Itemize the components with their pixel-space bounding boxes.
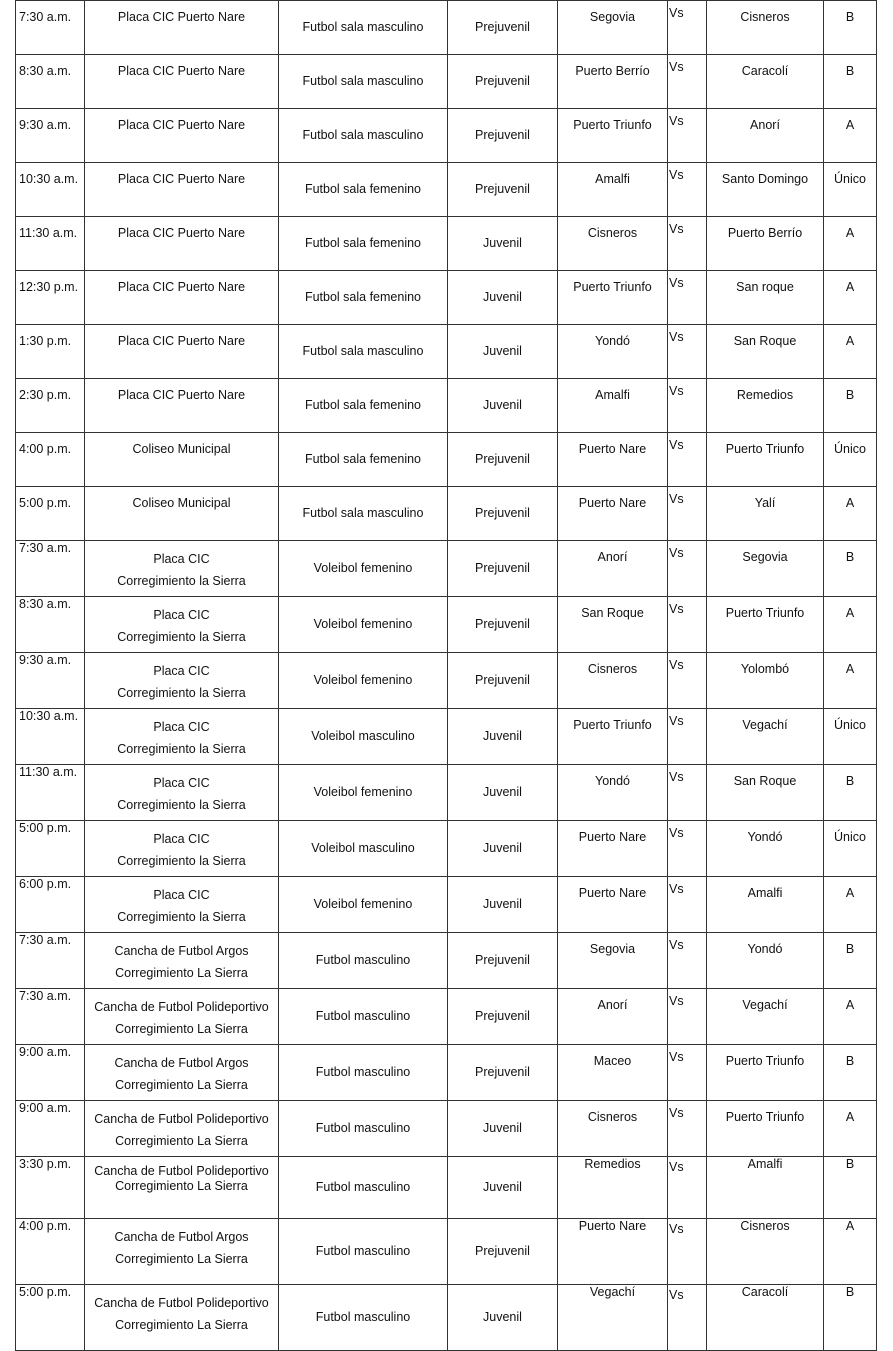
- group-cell: B: [824, 55, 877, 109]
- home-team-cell: Puerto Nare: [558, 433, 668, 487]
- group-cell: A: [824, 989, 877, 1045]
- place-line: Coliseo Municipal: [132, 496, 231, 510]
- group-cell: A: [824, 597, 877, 653]
- table-row: [16, 1, 877, 55]
- home-team-cell: Puerto Berrío: [558, 55, 668, 109]
- vs-cell: Vs: [668, 653, 707, 709]
- time-cell: 4:00 p.m.: [16, 1219, 85, 1285]
- category-cell: Prejuvenil: [448, 433, 558, 487]
- vs-cell: Vs: [668, 1285, 707, 1351]
- home-team-cell: Puerto Nare: [558, 877, 668, 933]
- place-line: Cancha de Futbol Polideportivo: [94, 1000, 269, 1014]
- table-row: [16, 821, 877, 877]
- vs-cell: Vs: [668, 541, 707, 597]
- vs-cell: Vs: [668, 1101, 707, 1157]
- vs-cell: Vs: [668, 1219, 707, 1285]
- away-team-cell: Vegachí: [707, 989, 824, 1045]
- group-cell: A: [824, 653, 877, 709]
- home-team-cell: Anorí: [558, 989, 668, 1045]
- table-row: [16, 217, 877, 271]
- category-cell: Juvenil: [448, 877, 558, 933]
- category-cell: Juvenil: [448, 217, 558, 271]
- place-line: Placa CIC Puerto Nare: [117, 388, 246, 402]
- place-line: Cancha de Futbol Polideportivo: [94, 1296, 269, 1310]
- sport-cell: Futbol sala femenino: [279, 433, 448, 487]
- away-team-cell: Anorí: [707, 109, 824, 163]
- place-cell: [85, 1285, 279, 1351]
- vs-cell: Vs: [668, 709, 707, 765]
- table-row: [16, 325, 877, 379]
- place-cell: [85, 933, 279, 989]
- vs-cell: Vs: [668, 271, 707, 325]
- away-team-cell: Puerto Triunfo: [707, 1101, 824, 1157]
- group-cell: B: [824, 1285, 877, 1351]
- sport-cell: Futbol masculino: [279, 933, 448, 989]
- place-line: Placa CIC Puerto Nare: [117, 64, 246, 78]
- time-cell: 5:00 p.m.: [16, 487, 85, 541]
- place-cell: [85, 163, 279, 217]
- group-cell: Único: [824, 821, 877, 877]
- sport-cell: Futbol masculino: [279, 1101, 448, 1157]
- group-cell: B: [824, 765, 877, 821]
- away-team-cell: San Roque: [707, 325, 824, 379]
- table-row: [16, 709, 877, 765]
- place-cell: [85, 989, 279, 1045]
- home-team-cell: Puerto Nare: [558, 1219, 668, 1285]
- group-cell: A: [824, 217, 877, 271]
- away-team-cell: Yondó: [707, 821, 824, 877]
- group-cell: Único: [824, 433, 877, 487]
- sport-cell: Voleibol femenino: [279, 877, 448, 933]
- place-cell: [85, 487, 279, 541]
- category-cell: Juvenil: [448, 325, 558, 379]
- category-cell: Prejuvenil: [448, 541, 558, 597]
- place-line: Cancha de Futbol Argos: [114, 1230, 249, 1244]
- table-row: [16, 55, 877, 109]
- vs-cell: Vs: [668, 989, 707, 1045]
- sport-cell: Futbol masculino: [279, 1045, 448, 1101]
- sport-cell: Voleibol femenino: [279, 541, 448, 597]
- place-line: Placa CIC Puerto Nare: [117, 10, 246, 24]
- place-line: Corregimiento la Sierra: [117, 630, 246, 644]
- category-cell: Prejuvenil: [448, 163, 558, 217]
- away-team-cell: Yalí: [707, 487, 824, 541]
- sport-cell: Futbol sala femenino: [279, 271, 448, 325]
- table-row: [16, 1219, 877, 1285]
- time-cell: 9:30 a.m.: [16, 109, 85, 163]
- group-cell: A: [824, 109, 877, 163]
- place-line: Corregimiento La Sierra: [115, 1134, 248, 1148]
- place-line: Placa CIC: [153, 664, 210, 678]
- sport-cell: Futbol sala masculino: [279, 109, 448, 163]
- time-cell: 6:00 p.m.: [16, 877, 85, 933]
- group-cell: B: [824, 1045, 877, 1101]
- place-line: Cancha de Futbol Polideportivo: [94, 1112, 269, 1126]
- category-cell: Prejuvenil: [448, 1, 558, 55]
- vs-cell: Vs: [668, 325, 707, 379]
- place-cell: [85, 55, 279, 109]
- place-cell: [85, 433, 279, 487]
- vs-cell: Vs: [668, 597, 707, 653]
- time-cell: 12:30 p.m.: [16, 271, 85, 325]
- table-row: [16, 433, 877, 487]
- sport-cell: Futbol masculino: [279, 1285, 448, 1351]
- group-cell: A: [824, 271, 877, 325]
- vs-cell: Vs: [668, 821, 707, 877]
- category-cell: Juvenil: [448, 379, 558, 433]
- category-cell: Prejuvenil: [448, 487, 558, 541]
- home-team-cell: Vegachí: [558, 1285, 668, 1351]
- schedule-body: [16, 1, 877, 1351]
- place-cell: [85, 1, 279, 55]
- category-cell: Prejuvenil: [448, 109, 558, 163]
- place-line: Corregimiento la Sierra: [117, 910, 246, 924]
- group-cell: B: [824, 379, 877, 433]
- place-cell: [85, 653, 279, 709]
- away-team-cell: San Roque: [707, 765, 824, 821]
- place-line: Placa CIC: [153, 832, 210, 846]
- home-team-cell: Cisneros: [558, 1101, 668, 1157]
- home-team-cell: Segovia: [558, 933, 668, 989]
- time-cell: 10:30 a.m.: [16, 163, 85, 217]
- place-cell: [85, 765, 279, 821]
- place-line: Cancha de Futbol Argos: [114, 1056, 249, 1070]
- category-cell: Prejuvenil: [448, 55, 558, 109]
- category-cell: Juvenil: [448, 709, 558, 765]
- away-team-cell: Santo Domingo: [707, 163, 824, 217]
- vs-cell: Vs: [668, 433, 707, 487]
- place-cell: [85, 379, 279, 433]
- home-team-cell: Anorí: [558, 541, 668, 597]
- category-cell: Prejuvenil: [448, 1219, 558, 1285]
- time-cell: 8:30 a.m.: [16, 55, 85, 109]
- away-team-cell: Vegachí: [707, 709, 824, 765]
- place-cell: [85, 877, 279, 933]
- time-cell: 9:00 a.m.: [16, 1101, 85, 1157]
- table-row: [16, 487, 877, 541]
- sport-cell: Futbol sala masculino: [279, 325, 448, 379]
- place-line: Placa CIC: [153, 888, 210, 902]
- place-line: Corregimiento La Sierra: [115, 1252, 248, 1266]
- place-cell: [85, 217, 279, 271]
- place-line: Placa CIC Puerto Nare: [117, 280, 246, 294]
- group-cell: B: [824, 541, 877, 597]
- place-line: Placa CIC: [153, 720, 210, 734]
- category-cell: Prejuvenil: [448, 597, 558, 653]
- away-team-cell: Segovia: [707, 541, 824, 597]
- group-cell: Único: [824, 163, 877, 217]
- home-team-cell: Puerto Nare: [558, 821, 668, 877]
- away-team-cell: Yondó: [707, 933, 824, 989]
- time-cell: 9:00 a.m.: [16, 1045, 85, 1101]
- place-cell: [85, 1045, 279, 1101]
- place-line: Corregimiento la Sierra: [117, 574, 246, 588]
- vs-cell: Vs: [668, 1045, 707, 1101]
- place-line: Corregimiento la Sierra: [117, 854, 246, 868]
- category-cell: Juvenil: [448, 821, 558, 877]
- group-cell: A: [824, 1219, 877, 1285]
- place-cell: [85, 325, 279, 379]
- time-cell: 7:30 a.m.: [16, 989, 85, 1045]
- sport-cell: Voleibol femenino: [279, 765, 448, 821]
- place-line: Corregimiento la Sierra: [117, 742, 246, 756]
- away-team-cell: Puerto Triunfo: [707, 1045, 824, 1101]
- away-team-cell: Yolombó: [707, 653, 824, 709]
- away-team-cell: Cisneros: [707, 1, 824, 55]
- place-line: Placa CIC: [153, 552, 210, 566]
- home-team-cell: Amalfi: [558, 163, 668, 217]
- table-row: [16, 877, 877, 933]
- time-cell: 11:30 a.m.: [16, 765, 85, 821]
- place-line: Placa CIC Puerto Nare: [117, 226, 246, 240]
- table-row: [16, 1045, 877, 1101]
- vs-cell: Vs: [668, 1157, 707, 1219]
- place-line: Placa CIC Puerto Nare: [117, 118, 246, 132]
- away-team-cell: Cisneros: [707, 1219, 824, 1285]
- category-cell: Juvenil: [448, 1157, 558, 1219]
- table-row: [16, 933, 877, 989]
- home-team-cell: Segovia: [558, 1, 668, 55]
- table-row: [16, 379, 877, 433]
- category-cell: Juvenil: [448, 271, 558, 325]
- time-cell: 4:00 p.m.: [16, 433, 85, 487]
- sport-cell: Futbol sala masculino: [279, 55, 448, 109]
- time-cell: 11:30 a.m.: [16, 217, 85, 271]
- table-row: [16, 109, 877, 163]
- table-row: [16, 1285, 877, 1351]
- table-row: [16, 1101, 877, 1157]
- time-cell: 9:30 a.m.: [16, 653, 85, 709]
- category-cell: Juvenil: [448, 1285, 558, 1351]
- place-line: Cancha de Futbol Argos: [114, 944, 249, 958]
- vs-cell: Vs: [668, 1, 707, 55]
- home-team-cell: Maceo: [558, 1045, 668, 1101]
- place-line: Placa CIC Puerto Nare: [117, 172, 246, 186]
- sport-cell: Voleibol femenino: [279, 653, 448, 709]
- category-cell: Juvenil: [448, 765, 558, 821]
- vs-cell: Vs: [668, 163, 707, 217]
- place-cell: [85, 1101, 279, 1157]
- time-cell: 5:00 p.m.: [16, 821, 85, 877]
- group-cell: A: [824, 877, 877, 933]
- away-team-cell: Puerto Triunfo: [707, 597, 824, 653]
- group-cell: B: [824, 933, 877, 989]
- place-cell: [85, 541, 279, 597]
- place-cell: [85, 709, 279, 765]
- place-line: Corregimiento La Sierra: [115, 1318, 248, 1332]
- table-row: [16, 541, 877, 597]
- time-cell: 5:00 p.m.: [16, 1285, 85, 1351]
- table-row: [16, 271, 877, 325]
- sport-cell: Voleibol masculino: [279, 709, 448, 765]
- time-cell: 7:30 a.m.: [16, 933, 85, 989]
- table-row: [16, 989, 877, 1045]
- schedule-table: [15, 0, 877, 1351]
- table-row: [16, 765, 877, 821]
- vs-cell: Vs: [668, 487, 707, 541]
- table-row: [16, 653, 877, 709]
- category-cell: Prejuvenil: [448, 1045, 558, 1101]
- sport-cell: Futbol sala femenino: [279, 163, 448, 217]
- home-team-cell: Puerto Triunfo: [558, 109, 668, 163]
- home-team-cell: Yondó: [558, 325, 668, 379]
- category-cell: Prejuvenil: [448, 933, 558, 989]
- away-team-cell: Puerto Berrío: [707, 217, 824, 271]
- category-cell: Prejuvenil: [448, 653, 558, 709]
- group-cell: A: [824, 325, 877, 379]
- sport-cell: Futbol sala masculino: [279, 487, 448, 541]
- sport-cell: Futbol masculino: [279, 989, 448, 1045]
- place-cell: [85, 821, 279, 877]
- place-line: Corregimiento La Sierra: [115, 1078, 248, 1092]
- time-cell: 1:30 p.m.: [16, 325, 85, 379]
- category-cell: Juvenil: [448, 1101, 558, 1157]
- table-row: [16, 163, 877, 217]
- time-cell: 7:30 a.m.: [16, 541, 85, 597]
- sport-cell: Futbol masculino: [279, 1157, 448, 1219]
- place-cell: [85, 597, 279, 653]
- table-row: [16, 1157, 877, 1219]
- place-cell: [85, 271, 279, 325]
- home-team-cell: Remedios: [558, 1157, 668, 1219]
- place-line: Corregimiento La Sierra: [115, 966, 248, 980]
- vs-cell: Vs: [668, 379, 707, 433]
- sport-cell: Futbol masculino: [279, 1219, 448, 1285]
- away-team-cell: Remedios: [707, 379, 824, 433]
- time-cell: 10:30 a.m.: [16, 709, 85, 765]
- home-team-cell: Cisneros: [558, 653, 668, 709]
- place-line: Placa CIC: [153, 776, 210, 790]
- group-cell: A: [824, 487, 877, 541]
- home-team-cell: Cisneros: [558, 217, 668, 271]
- time-cell: 3:30 p.m.: [16, 1157, 85, 1219]
- group-cell: B: [824, 1157, 877, 1219]
- home-team-cell: Puerto Triunfo: [558, 271, 668, 325]
- table-row: [16, 597, 877, 653]
- place-line: Corregimiento La Sierra: [115, 1179, 248, 1193]
- place-line: Cancha de Futbol Polideportivo: [94, 1164, 269, 1178]
- place-line: Placa CIC: [153, 608, 210, 622]
- place-line: Placa CIC Puerto Nare: [117, 334, 246, 348]
- time-cell: 8:30 a.m.: [16, 597, 85, 653]
- away-team-cell: San roque: [707, 271, 824, 325]
- home-team-cell: Puerto Nare: [558, 487, 668, 541]
- home-team-cell: Amalfi: [558, 379, 668, 433]
- sport-cell: Futbol sala femenino: [279, 217, 448, 271]
- vs-cell: Vs: [668, 877, 707, 933]
- sport-cell: Voleibol femenino: [279, 597, 448, 653]
- vs-cell: Vs: [668, 217, 707, 271]
- home-team-cell: Yondó: [558, 765, 668, 821]
- vs-cell: Vs: [668, 765, 707, 821]
- home-team-cell: San Roque: [558, 597, 668, 653]
- away-team-cell: Amalfi: [707, 1157, 824, 1219]
- place-line: Corregimiento la Sierra: [117, 798, 246, 812]
- place-cell: [85, 109, 279, 163]
- group-cell: A: [824, 1101, 877, 1157]
- place-line: Coliseo Municipal: [132, 442, 231, 456]
- place-cell: [85, 1157, 279, 1219]
- vs-cell: Vs: [668, 55, 707, 109]
- time-cell: 7:30 a.m.: [16, 1, 85, 55]
- category-cell: Prejuvenil: [448, 989, 558, 1045]
- sport-cell: Futbol sala masculino: [279, 1, 448, 55]
- sport-cell: Voleibol masculino: [279, 821, 448, 877]
- away-team-cell: Amalfi: [707, 877, 824, 933]
- away-team-cell: Puerto Triunfo: [707, 433, 824, 487]
- group-cell: Único: [824, 709, 877, 765]
- vs-cell: Vs: [668, 933, 707, 989]
- home-team-cell: Puerto Triunfo: [558, 709, 668, 765]
- group-cell: B: [824, 1, 877, 55]
- place-line: Corregimiento la Sierra: [117, 686, 246, 700]
- place-cell: [85, 1219, 279, 1285]
- place-line: Corregimiento La Sierra: [115, 1022, 248, 1036]
- sport-cell: Futbol sala femenino: [279, 379, 448, 433]
- vs-cell: Vs: [668, 109, 707, 163]
- away-team-cell: Caracolí: [707, 1285, 824, 1351]
- time-cell: 2:30 p.m.: [16, 379, 85, 433]
- away-team-cell: Caracolí: [707, 55, 824, 109]
